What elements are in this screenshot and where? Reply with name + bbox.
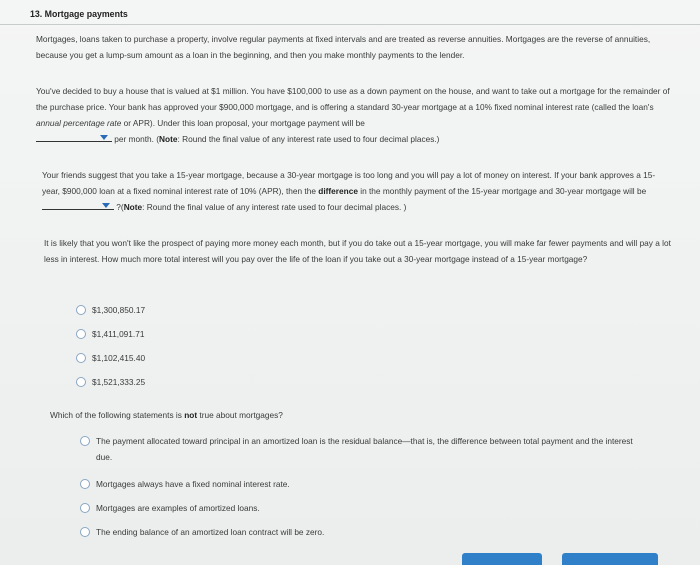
question-title: 13. Mortgage payments xyxy=(30,9,128,19)
interest-option-3[interactable]: $1,102,415.40 xyxy=(76,350,145,366)
intro-paragraph: Mortgages, loans taken to purchase a property, involve regular payments at fixed intervals and are treated as reverse annuities. Mortgages are the reverse of annuities, because you get a lump-sum amount as a loan in the beginning, and then you make monthly payments to the lender. xyxy=(36,34,651,60)
radio-button[interactable] xyxy=(80,503,90,513)
statement-option-4[interactable]: The ending balance of an amortized loan contract will be zero. xyxy=(80,524,650,540)
statement-option-3[interactable]: Mortgages are examples of amortized loans. xyxy=(80,500,650,516)
monthly-payment-dropdown[interactable] xyxy=(36,132,112,142)
radio-button[interactable] xyxy=(76,329,86,339)
statement-option-2[interactable]: Mortgages always have a fixed nominal interest rate. xyxy=(80,476,650,492)
chevron-down-icon xyxy=(100,135,108,140)
interest-option-1[interactable]: $1,300,850.17 xyxy=(76,302,145,318)
radio-button[interactable] xyxy=(76,353,86,363)
statement-option-1[interactable]: The payment allocated toward principal in an amortized loan is the residual balance—that is, the difference between total payment and the interest due. xyxy=(80,433,650,465)
grade-button[interactable] xyxy=(462,553,542,565)
payment-difference-dropdown[interactable] xyxy=(42,200,114,210)
friends-paragraph: Your friends suggest that you take a 15-year mortgage, because a 30-year mortgage is too long and you will pay a lot of money on interest. If your bank approves a 15-year, $900,000 loan at a fixed nominal interest rate of 10% (APR), then the difference in the monthly payment of the 15-year mortgage and 30-year mortgage will be ?(Note: Round the final value of any interest rate used to four decimal places. ) xyxy=(42,170,656,212)
title-divider xyxy=(0,24,700,25)
radio-button[interactable] xyxy=(76,377,86,387)
radio-button[interactable] xyxy=(80,527,90,537)
interest-option-2[interactable]: $1,411,091.71 xyxy=(76,326,144,342)
radio-button[interactable] xyxy=(80,436,90,446)
radio-button[interactable] xyxy=(80,479,90,489)
continue-button[interactable] xyxy=(562,553,658,565)
scenario-paragraph: You've decided to buy a house that is valued at $1 million. You have $100,000 to use as a down payment on the house, and want to take out a mortgage for the remainder of the purchase price. Your bank has approved your $900,000 mortgage, and is offering a standard 30-year mortgage at a 10% fixed nominal interest rate (called the loan's annual percentage rate or APR). Under this loan proposal, your mortgage payment will be per month. (Note: Round the final value of any interest rate used to four decimal places.) xyxy=(36,86,670,144)
statement-question: Which of the following statements is not true about mortgages? xyxy=(50,410,283,420)
radio-button[interactable] xyxy=(76,305,86,315)
interest-question: It is likely that you won't like the prospect of paying more money each month, but if you do take out a 15-year mortgage, you will make far fewer payments and will pay a lot less in interest. How much more total interest will you pay over the life of the loan if you take out a 30-year mortgage instead of a 15-year mortgage? xyxy=(44,238,671,264)
chevron-down-icon xyxy=(102,203,110,208)
interest-option-4[interactable]: $1,521,333.25 xyxy=(76,374,145,390)
